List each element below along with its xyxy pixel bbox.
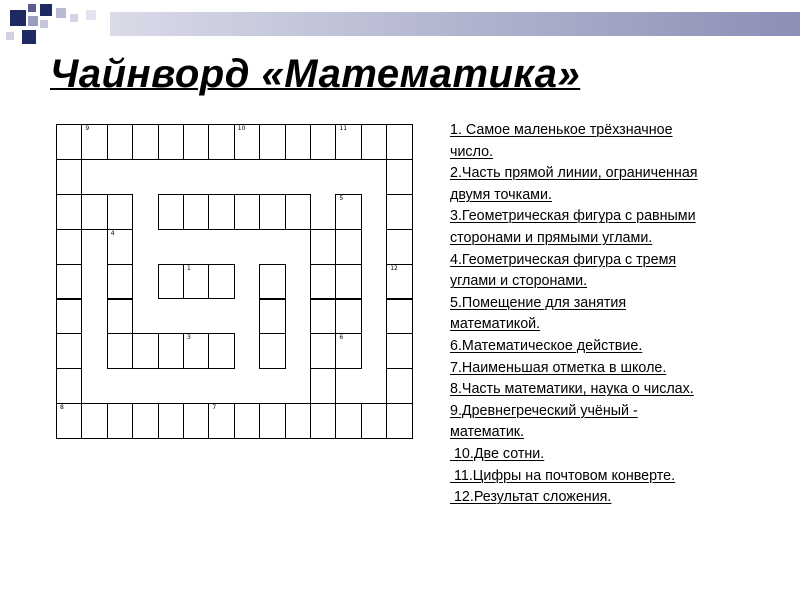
- crossword-cell[interactable]: [208, 333, 234, 369]
- crossword-cell[interactable]: [259, 403, 285, 439]
- clue-number: 6: [339, 334, 344, 342]
- clue-number: 8: [60, 404, 64, 412]
- header-band: [110, 12, 800, 36]
- clue-number: 4: [110, 229, 115, 237]
- decor-square: [10, 10, 26, 26]
- crossword-cell[interactable]: [132, 124, 158, 160]
- crossword-cell[interactable]: [56, 264, 82, 300]
- clue-number: 3: [187, 334, 191, 342]
- crossword-cell[interactable]: [361, 403, 387, 439]
- clue-line: 7.Наименьшая отметка в школе.: [450, 359, 667, 376]
- crossword-cell[interactable]: [132, 403, 158, 439]
- crossword-cell[interactable]: [107, 124, 133, 160]
- crossword-cell[interactable]: [310, 264, 336, 300]
- clue-line: 3.Геометрическая фигура с равными: [450, 208, 696, 225]
- crossword-cell[interactable]: [158, 264, 184, 300]
- crossword-cell[interactable]: [56, 403, 82, 439]
- crossword-cell[interactable]: [259, 264, 285, 300]
- crossword-cell[interactable]: [208, 124, 234, 160]
- crossword-cell[interactable]: [107, 194, 133, 230]
- crossword-cell[interactable]: [361, 124, 387, 160]
- crossword-cell[interactable]: [208, 264, 234, 300]
- crossword-cell[interactable]: [285, 403, 311, 439]
- decor-square: [28, 4, 36, 12]
- crossword-cell[interactable]: [335, 229, 361, 265]
- crossword-cell[interactable]: [386, 299, 412, 335]
- crossword-cell[interactable]: [234, 194, 260, 230]
- crossword-cell[interactable]: [335, 194, 361, 230]
- clue-line: 9.Древнегреческий учёный -: [450, 402, 638, 419]
- crossword-cell[interactable]: [158, 333, 184, 369]
- crossword-cell[interactable]: [183, 333, 209, 369]
- crossword-cell[interactable]: [158, 124, 184, 160]
- crossword-cell[interactable]: [56, 368, 82, 404]
- crossword-cell[interactable]: [335, 403, 361, 439]
- decor-square: [40, 4, 52, 16]
- crossword-cell[interactable]: [310, 368, 336, 404]
- crossword-cell[interactable]: [81, 194, 107, 230]
- clue-line: 1. Самое маленькое трёхзначное: [450, 122, 673, 138]
- crossword-cell[interactable]: [56, 124, 82, 160]
- decor-square: [70, 14, 78, 22]
- decor-square: [28, 16, 38, 26]
- crossword-cell[interactable]: [158, 403, 184, 439]
- decor-square: [86, 10, 96, 20]
- crossword-cell[interactable]: [259, 194, 285, 230]
- crossword-cell[interactable]: [386, 124, 412, 160]
- clue-line: число.: [450, 143, 494, 160]
- crossword-cell[interactable]: [310, 229, 336, 265]
- clue-line: углами и сторонами.: [450, 273, 588, 290]
- clue-line: 12.Результат сложения.: [450, 489, 612, 506]
- crossword-cell[interactable]: [183, 194, 209, 230]
- crossword-cell[interactable]: [107, 403, 133, 439]
- crossword-cell[interactable]: [234, 403, 260, 439]
- crossword-cell[interactable]: [56, 159, 82, 195]
- clue-number: 12: [390, 264, 398, 272]
- crossword-cell[interactable]: [259, 299, 285, 335]
- clue-line: 4.Геометрическая фигура с тремя: [450, 251, 677, 268]
- crossword-cell[interactable]: [56, 333, 82, 369]
- crossword-cell[interactable]: [158, 194, 184, 230]
- crossword-cell[interactable]: [386, 264, 412, 300]
- crossword-cell[interactable]: [335, 264, 361, 300]
- clue-number: 10: [237, 125, 246, 132]
- decor-square: [40, 20, 48, 28]
- crossword-cell[interactable]: [107, 333, 133, 369]
- clue-number: 5: [339, 194, 344, 202]
- crossword-cell[interactable]: [386, 368, 412, 404]
- crossword-cell[interactable]: [259, 333, 285, 369]
- crossword-cell[interactable]: [386, 403, 412, 439]
- clue-line: математик.: [450, 424, 525, 441]
- crossword-cell[interactable]: [386, 229, 412, 265]
- crossword-cell[interactable]: [310, 124, 336, 160]
- crossword-cell[interactable]: [107, 264, 133, 300]
- crossword-cell[interactable]: [183, 124, 209, 160]
- crossword-cell[interactable]: [208, 403, 234, 439]
- crossword-cell[interactable]: [386, 159, 412, 195]
- clue-line: двумя точками.: [450, 186, 552, 203]
- clue-line: математикой.: [450, 316, 541, 333]
- crossword-cell[interactable]: [56, 229, 82, 265]
- page-title: Чайнворд «Математика»: [50, 52, 581, 96]
- corner-decoration: [0, 0, 800, 50]
- crossword-cell[interactable]: [234, 124, 260, 160]
- decor-square: [56, 8, 66, 18]
- decor-square: [6, 32, 14, 40]
- clue-number: 9: [85, 125, 90, 132]
- clue-number: 7: [212, 404, 217, 412]
- clue-line: 10.Две сотни.: [450, 445, 545, 462]
- crossword-cell[interactable]: [386, 194, 412, 230]
- crossword-cell[interactable]: [285, 194, 311, 230]
- clue-line: 8.Часть математики, наука о числах.: [450, 381, 694, 398]
- crossword-cell[interactable]: [335, 333, 361, 369]
- clue-number: 1: [187, 264, 191, 272]
- clue-line: 2.Часть прямой линии, ограниченная: [450, 165, 698, 182]
- crossword-cell[interactable]: [107, 299, 133, 335]
- crossword-cell[interactable]: [56, 194, 82, 230]
- crossword-cell[interactable]: [132, 333, 158, 369]
- crossword-cell[interactable]: [310, 299, 336, 335]
- decor-square: [22, 30, 36, 44]
- crossword-cell[interactable]: [259, 124, 285, 160]
- clue-number: 11: [339, 125, 348, 132]
- crossword-cell[interactable]: [183, 403, 209, 439]
- crossword-cell[interactable]: [81, 403, 107, 439]
- clue-line: сторонами и прямыми углами.: [450, 229, 653, 246]
- crossword-cell[interactable]: [335, 124, 361, 160]
- clue-list: [450, 120, 770, 509]
- crossword-cell[interactable]: [386, 333, 412, 369]
- crossword-cell[interactable]: [310, 403, 336, 439]
- crossword-cell[interactable]: [56, 299, 82, 335]
- crossword-cell[interactable]: [310, 333, 336, 369]
- clue-line: 5.Помещение для занятия: [450, 294, 627, 311]
- crossword-cell[interactable]: [285, 124, 311, 160]
- clue-line: 11.Цифры на почтовом конверте.: [450, 467, 676, 484]
- crossword-grid: [56, 124, 412, 438]
- crossword-cell[interactable]: [208, 194, 234, 230]
- crossword-cell[interactable]: [183, 264, 209, 300]
- crossword-cell[interactable]: [335, 299, 361, 335]
- crossword-cell[interactable]: [107, 229, 133, 265]
- crossword-cell[interactable]: [81, 124, 107, 160]
- clue-line: 6.Математическое действие.: [450, 337, 643, 354]
